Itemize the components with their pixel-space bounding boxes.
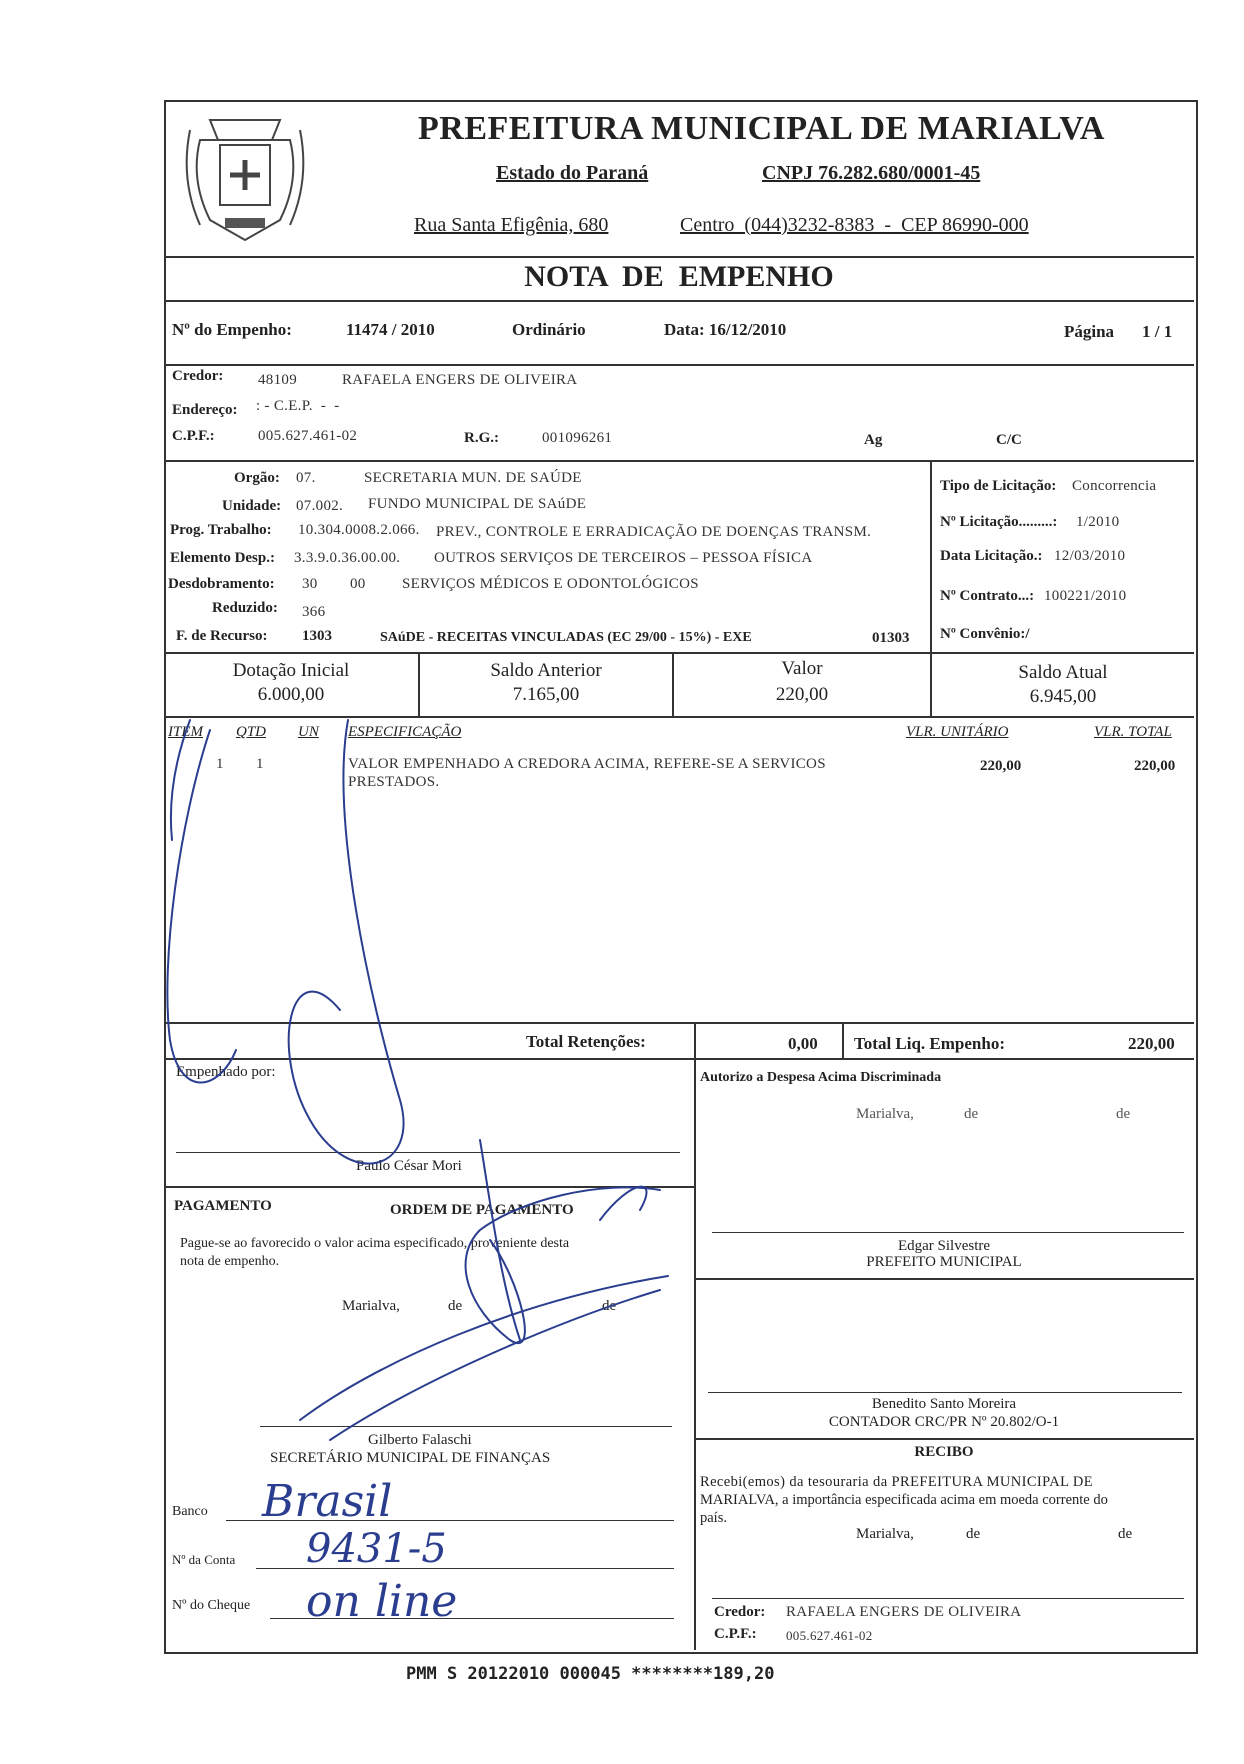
- ordem-place: Marialva,: [342, 1298, 400, 1314]
- row-total-value: 220,00: [1134, 758, 1176, 774]
- recibo-cpf-label: C.P.F.:: [714, 1626, 757, 1642]
- licitacao-data-value: 12/03/2010: [1054, 548, 1126, 564]
- recibo-de1: de: [966, 1526, 981, 1542]
- ordem-pagamento-label: ORDEM DE PAGAMENTO: [390, 1202, 574, 1218]
- header-address: Centro (044)3232-8383 - CEP 86990-000: [680, 214, 1029, 236]
- row-unit-value: 220,00: [980, 758, 1022, 774]
- banco-value: Brasil: [262, 1476, 393, 1527]
- recibo-text-line2: MARIALVA, a importância especificada acima em moeda corrente do: [700, 1492, 1108, 1508]
- cpf-value: 005.627.461-02: [258, 428, 358, 444]
- banco-label: Banco: [172, 1504, 208, 1519]
- divider: [694, 1022, 696, 1058]
- recurso-name: SAúDE - RECEITAS VINCULADAS (EC 29/00 - 15%) - EXE: [380, 630, 752, 645]
- page-label: Página: [1064, 322, 1115, 341]
- saldo-atual-value: 6.945,00: [1029, 686, 1097, 707]
- divider: [930, 460, 932, 652]
- orgao-name: SECRETARIA MUN. DE SAÚDE: [364, 470, 582, 486]
- liq-empenho-value: 220,00: [1128, 1034, 1175, 1053]
- secretario-name: Gilberto Falaschi: [368, 1432, 472, 1448]
- recibo-credor-label: Credor:: [714, 1604, 766, 1620]
- page-value: 1 / 1: [1142, 322, 1173, 341]
- signature-line: [712, 1598, 1184, 1599]
- divider: [164, 1186, 694, 1188]
- cc-label: C/C: [996, 432, 1022, 448]
- convenio-label: Nº Convênio:/: [940, 626, 1030, 642]
- row-item: 1: [216, 756, 224, 772]
- row-qtd: 1: [256, 756, 264, 772]
- doc-title: NOTA DE EMPENHO: [524, 260, 834, 293]
- tipo-licitacao-value: Concorrencia: [1072, 478, 1157, 494]
- valor-value: 220,00: [775, 684, 829, 705]
- col-item-header: ITEM: [168, 724, 203, 740]
- elemento-code: 3.3.9.0.36.00.00.: [294, 550, 401, 566]
- divider: [694, 1278, 1194, 1280]
- divider: [164, 256, 1194, 258]
- col-un-header: UN: [298, 724, 319, 740]
- divider: [842, 1022, 844, 1058]
- dotacao-label: Dotação Inicial: [232, 660, 350, 681]
- ordem-text-line1: Pague-se ao favorecido o valor acima especificado, proveniente desta: [180, 1236, 570, 1251]
- signature-line: [260, 1426, 672, 1427]
- liq-empenho-label: Total Liq. Empenho:: [854, 1034, 1005, 1053]
- rg-label: R.G.:: [464, 430, 499, 446]
- cpf-label: C.P.F.:: [172, 428, 215, 444]
- rg-value: 001096261: [542, 430, 613, 446]
- secretario-title: SECRETÁRIO MUNICIPAL DE FINANÇAS: [270, 1450, 551, 1466]
- ordem-text-line2: nota de empenho.: [180, 1254, 280, 1269]
- row-espec-line2: PRESTADOS.: [348, 774, 440, 790]
- header-title: PREFEITURA MUNICIPAL DE MARIALVA: [418, 110, 1105, 147]
- col-unit-header: VLR. UNITÁRIO: [906, 724, 1009, 740]
- recibo-credor-value: RAFAELA ENGERS DE OLIVEIRA: [786, 1604, 1022, 1620]
- prefeito-title: PREFEITO MUNICIPAL: [866, 1254, 1022, 1270]
- elemento-label: Elemento Desp.:: [170, 550, 275, 566]
- reduzido-value: 366: [302, 604, 326, 620]
- empenhado-label: Empenhado por:: [176, 1064, 276, 1080]
- licitacao-num-value: 1/2010: [1076, 514, 1120, 530]
- valor-label: Valor: [781, 658, 823, 679]
- unidade-code: 07.002.: [296, 498, 344, 514]
- desdobramento-code1: 30: [302, 576, 318, 592]
- elemento-name: OUTROS SERVIÇOS DE TERCEIROS – PESSOA FÍSICA: [434, 550, 813, 566]
- orgao-label: Orgão:: [234, 470, 280, 486]
- autorizo-de2: de: [1116, 1106, 1131, 1122]
- endereco-label: Endereço:: [172, 402, 238, 418]
- desdobramento-label: Desdobramento:: [168, 576, 275, 592]
- divider: [164, 364, 1194, 366]
- divider: [164, 1058, 1194, 1060]
- header-state: Estado do Paraná: [496, 162, 649, 184]
- coat-of-arms-logo: [170, 100, 320, 250]
- divider: [164, 300, 1194, 302]
- retencoes-label: Total Retenções:: [526, 1032, 646, 1051]
- saldo-atual-label: Saldo Atual: [1018, 662, 1108, 683]
- col-total-header: VLR. TOTAL: [1094, 724, 1172, 740]
- prog-label: Prog. Trabalho:: [170, 522, 272, 538]
- desdobramento-code2: 00: [350, 576, 366, 592]
- prog-name: PREV., CONTROLE E ERRADICAÇÃO DE DOENÇAS TRANSM.: [436, 524, 872, 540]
- ordem-de2: de: [602, 1298, 617, 1314]
- recibo-cpf-value: 005.627.461-02: [786, 1628, 873, 1643]
- unidade-label: Unidade:: [222, 498, 282, 514]
- contador-title: CONTADOR CRC/PR Nº 20.802/O-1: [828, 1414, 1060, 1430]
- reduzido-label: Reduzido:: [212, 600, 278, 616]
- saldo-anterior-label: Saldo Anterior: [490, 660, 602, 681]
- orgao-code: 07.: [296, 470, 316, 486]
- autorizo-place: Marialva,: [856, 1106, 914, 1122]
- recibo-text-line1: Recebi(emos) da tesouraria da PREFEITURA MUNICIPAL DE: [700, 1474, 1094, 1490]
- endereco-value: : - C.E.P. - -: [256, 398, 340, 414]
- credor-code: 48109: [258, 372, 297, 388]
- credor-label: Credor:: [172, 368, 224, 384]
- recurso-label: F. de Recurso:: [176, 628, 268, 644]
- recibo-de2: de: [1118, 1526, 1133, 1542]
- divider: [164, 460, 1194, 462]
- recurso-code2: 01303: [872, 630, 910, 646]
- row-espec-line1: VALOR EMPENHADO A CREDORA ACIMA, REFERE-SE A SERVICOS: [348, 756, 826, 772]
- divider: [694, 1058, 696, 1650]
- footer-stamp: PMM S 20122010 000045 ********189,20: [406, 1664, 775, 1684]
- recibo-place: Marialva,: [856, 1526, 914, 1542]
- pagamento-label: PAGAMENTO: [174, 1198, 272, 1214]
- header-cnpj: CNPJ 76.282.680/0001-45: [762, 162, 981, 184]
- licitacao-data-label: Data Licitação.:: [940, 548, 1043, 564]
- cheque-value: on line: [306, 1576, 458, 1627]
- divider: [694, 1438, 1194, 1440]
- ag-label: Ag: [864, 432, 883, 448]
- empenhado-name: Paulo César Mori: [356, 1158, 462, 1174]
- divider: [164, 716, 1194, 718]
- cheque-label: Nº do Cheque: [172, 1598, 251, 1613]
- empenho-type: Ordinário: [512, 320, 586, 339]
- conta-label: Nº da Conta: [172, 1552, 236, 1567]
- dotacao-value: 6.000,00: [257, 684, 325, 705]
- autorizo-de1: de: [964, 1106, 979, 1122]
- divider: [164, 1022, 1194, 1024]
- col-espec-header: ESPECIFICAÇÃO: [348, 724, 462, 740]
- empenho-date: Data: 16/12/2010: [664, 320, 787, 339]
- divider: [164, 652, 1194, 654]
- prefeito-name: Edgar Silvestre: [897, 1238, 991, 1254]
- contrato-label: Nº Contrato...:: [940, 588, 1035, 604]
- col-qtd-header: QTD: [236, 724, 267, 740]
- tipo-licitacao-label: Tipo de Licitação:: [940, 478, 1057, 494]
- empenho-num-value: 11474 / 2010: [346, 320, 435, 339]
- desdobramento-name: SERVIÇOS MÉDICOS E ODONTOLÓGICOS: [402, 576, 699, 592]
- credor-name: RAFAELA ENGERS DE OLIVEIRA: [342, 372, 578, 388]
- contrato-value: 100221/2010: [1044, 588, 1127, 604]
- contador-name: Benedito Santo Moreira: [871, 1396, 1017, 1412]
- signature-line: [708, 1392, 1182, 1393]
- autorizo-label: Autorizo a Despesa Acima Discriminada: [700, 1070, 942, 1085]
- unidade-name: FUNDO MUNICIPAL DE SAúDE: [368, 496, 587, 512]
- header-street: Rua Santa Efigênia, 680: [414, 214, 609, 236]
- ordem-de1: de: [448, 1298, 463, 1314]
- empenho-num-label: Nº do Empenho:: [172, 320, 292, 339]
- prog-code: 10.304.0008.2.066.: [298, 522, 420, 538]
- conta-value: 9431-5: [306, 1526, 447, 1572]
- signature-line: [176, 1152, 680, 1153]
- retencoes-value: 0,00: [788, 1034, 818, 1053]
- saldo-anterior-value: 7.165,00: [512, 684, 580, 705]
- signature-line: [712, 1232, 1184, 1233]
- recibo-text-line3: país.: [700, 1510, 727, 1526]
- recurso-code: 1303: [302, 628, 332, 644]
- licitacao-num-label: Nº Licitação.........:: [940, 514, 1058, 530]
- recibo-label: RECIBO: [914, 1444, 974, 1460]
